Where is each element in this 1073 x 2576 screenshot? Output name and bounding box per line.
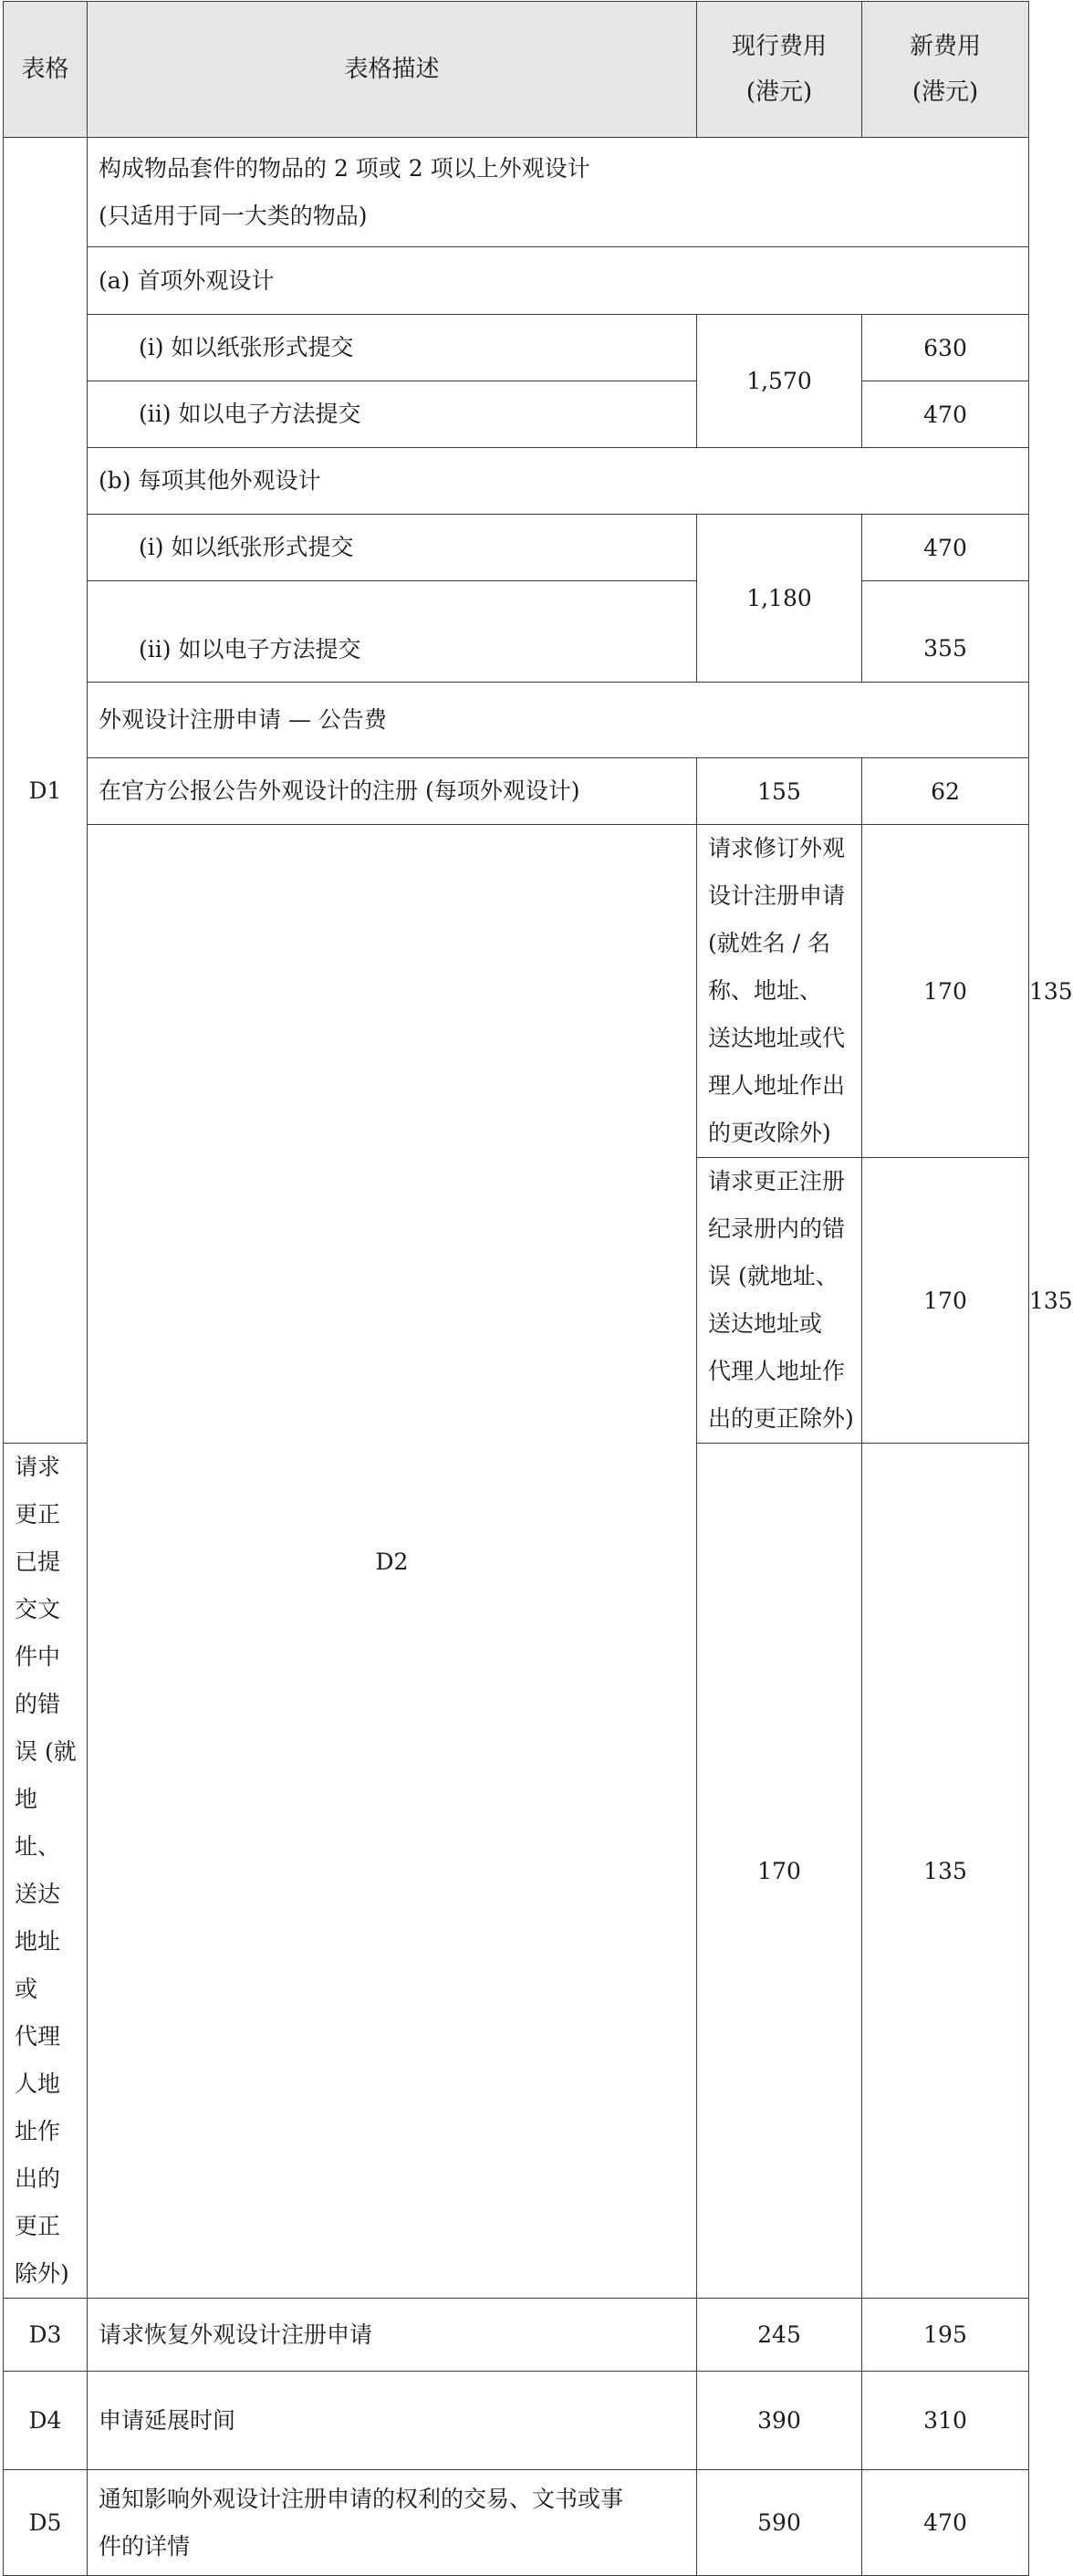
d1-publication-label: 在官方公报公告外观设计的注册 (每项外观设计): [88, 758, 697, 825]
d1-a-row: [4, 247, 1029, 315]
d1-b-i-row: [4, 515, 1029, 581]
header-form: 表格: [4, 2, 88, 138]
d1-publication-current-fee: 155: [697, 758, 862, 825]
d1-a-i-row: [4, 315, 1029, 381]
d1-a-ii-label: (ii) 如以电子方法提交: [88, 381, 697, 448]
d1-publication-row: [4, 758, 1029, 825]
d1-a-label: (a) 首项外观设计: [88, 247, 1029, 315]
d5-label: [88, 2470, 697, 2576]
d2-row-2-line2: 代理人地址作出的更正除外): [708, 1358, 854, 1432]
header-new-fee: [862, 2, 1029, 138]
d3-current-fee: 245: [697, 2299, 862, 2372]
d2-row-2: 请求更正注册纪录册内的错误 (就地址、送达地址或 代理人地址作出的更正除外) 170 135: [4, 1158, 1029, 1444]
d2-row-3-new-fee: 135: [862, 1444, 1029, 2299]
d2-row-3-line1: 请求更正已提交文件中的错误 (就地址、送达地址或: [15, 1454, 77, 2002]
header-new-fee-line1: 新费用: [909, 33, 981, 60]
d1-publication-title: 外观设计注册申请 — 公告费: [88, 683, 1029, 758]
d2-row-1-label: [697, 825, 862, 1158]
d1-b-ii-new-fee: 355: [862, 581, 1029, 683]
form-code-d2: D2: [88, 825, 697, 2299]
d1-a-current-fee: 1,570: [697, 315, 862, 448]
d5-row: [4, 2470, 1029, 2576]
d1-set-title-line2: (只适用于同一大类的物品): [99, 202, 368, 229]
d1-a-i-label: (i) 如以纸张形式提交: [88, 315, 697, 381]
form-code-d1: D1: [4, 138, 88, 1444]
d2-row-3-current-fee: 170: [697, 1444, 862, 2299]
d1-set-title: [88, 138, 1029, 247]
d1-b-current-fee: 1,180: [697, 515, 862, 683]
form-code-d5: D5: [4, 2470, 88, 2576]
d1-publication-new-fee: 62: [862, 758, 1029, 825]
d2-row-3-line2: 代理人地址作出的更正除外): [15, 2023, 69, 2287]
d5-line2: 件的详情: [99, 2532, 191, 2560]
header-row: [4, 2, 1029, 138]
d1-b-i-label: (i) 如以纸张形式提交: [88, 515, 697, 581]
d2-row-1-current-fee: 170: [862, 825, 1029, 1158]
d2-row-1: D2 请求修订外观设计注册申请 (就姓名 / 名称、地址、 送达地址或代理人地址作出的更改除外) 170 135: [4, 825, 1029, 1158]
d1-set-title-line1: 构成物品套件的物品的 2 项或 2 项以上外观设计: [99, 154, 590, 182]
d1-b-ii-row: [4, 581, 1029, 683]
d1-publication-title-row: [4, 683, 1029, 758]
fee-table: [3, 1, 1073, 2576]
d4-current-fee: 390: [697, 2372, 862, 2470]
d4-new-fee: 310: [862, 2372, 1029, 2470]
d2-row-2-current-fee: 170: [862, 1158, 1029, 1444]
form-code-d4: D4: [4, 2372, 88, 2470]
header-current-fee-line1: 现行费用: [731, 33, 827, 60]
d3-label: 请求恢复外观设计注册申请: [88, 2299, 697, 2372]
d1-b-ii-label: (ii) 如以电子方法提交: [88, 581, 697, 683]
d5-new-fee: 470: [862, 2470, 1029, 2576]
d5-current-fee: 590: [697, 2470, 862, 2576]
d1-set-title-row: [4, 138, 1029, 247]
header-description: 表格描述: [88, 2, 697, 138]
d1-b-i-new-fee: 470: [862, 515, 1029, 581]
d2-row-3-label: [4, 1444, 88, 2299]
d3-new-fee: 195: [862, 2299, 1029, 2372]
d1-b-label: (b) 每项其他外观设计: [88, 448, 1029, 515]
d1-a-ii-row: [4, 381, 1029, 448]
d3-row: [4, 2299, 1029, 2372]
header-current-fee: [697, 2, 862, 138]
d1-a-i-new-fee: 630: [862, 315, 1029, 381]
d2-row-1-line1: 请求修订外观设计注册申请 (就姓名 / 名称、地址、: [708, 835, 846, 1004]
header-current-fee-line2: (港元): [745, 78, 813, 106]
d1-a-ii-new-fee: 470: [862, 381, 1029, 448]
d1-b-row: [4, 448, 1029, 515]
d4-row: [4, 2372, 1029, 2470]
d2-row-2-label: [697, 1158, 862, 1444]
d4-label: 申请延展时间: [88, 2372, 697, 2470]
header-new-fee-line2: (港元): [912, 78, 979, 106]
d2-row-2-line1: 请求更正注册纪录册内的错误 (就地址、送达地址或: [708, 1168, 846, 1337]
d5-line1: 通知影响外观设计注册申请的权利的交易、文书或事: [99, 2485, 624, 2512]
d2-row-1-line2: 送达地址或代理人地址作出的更改除外): [708, 1025, 846, 1146]
form-code-d3: D3: [4, 2299, 88, 2372]
